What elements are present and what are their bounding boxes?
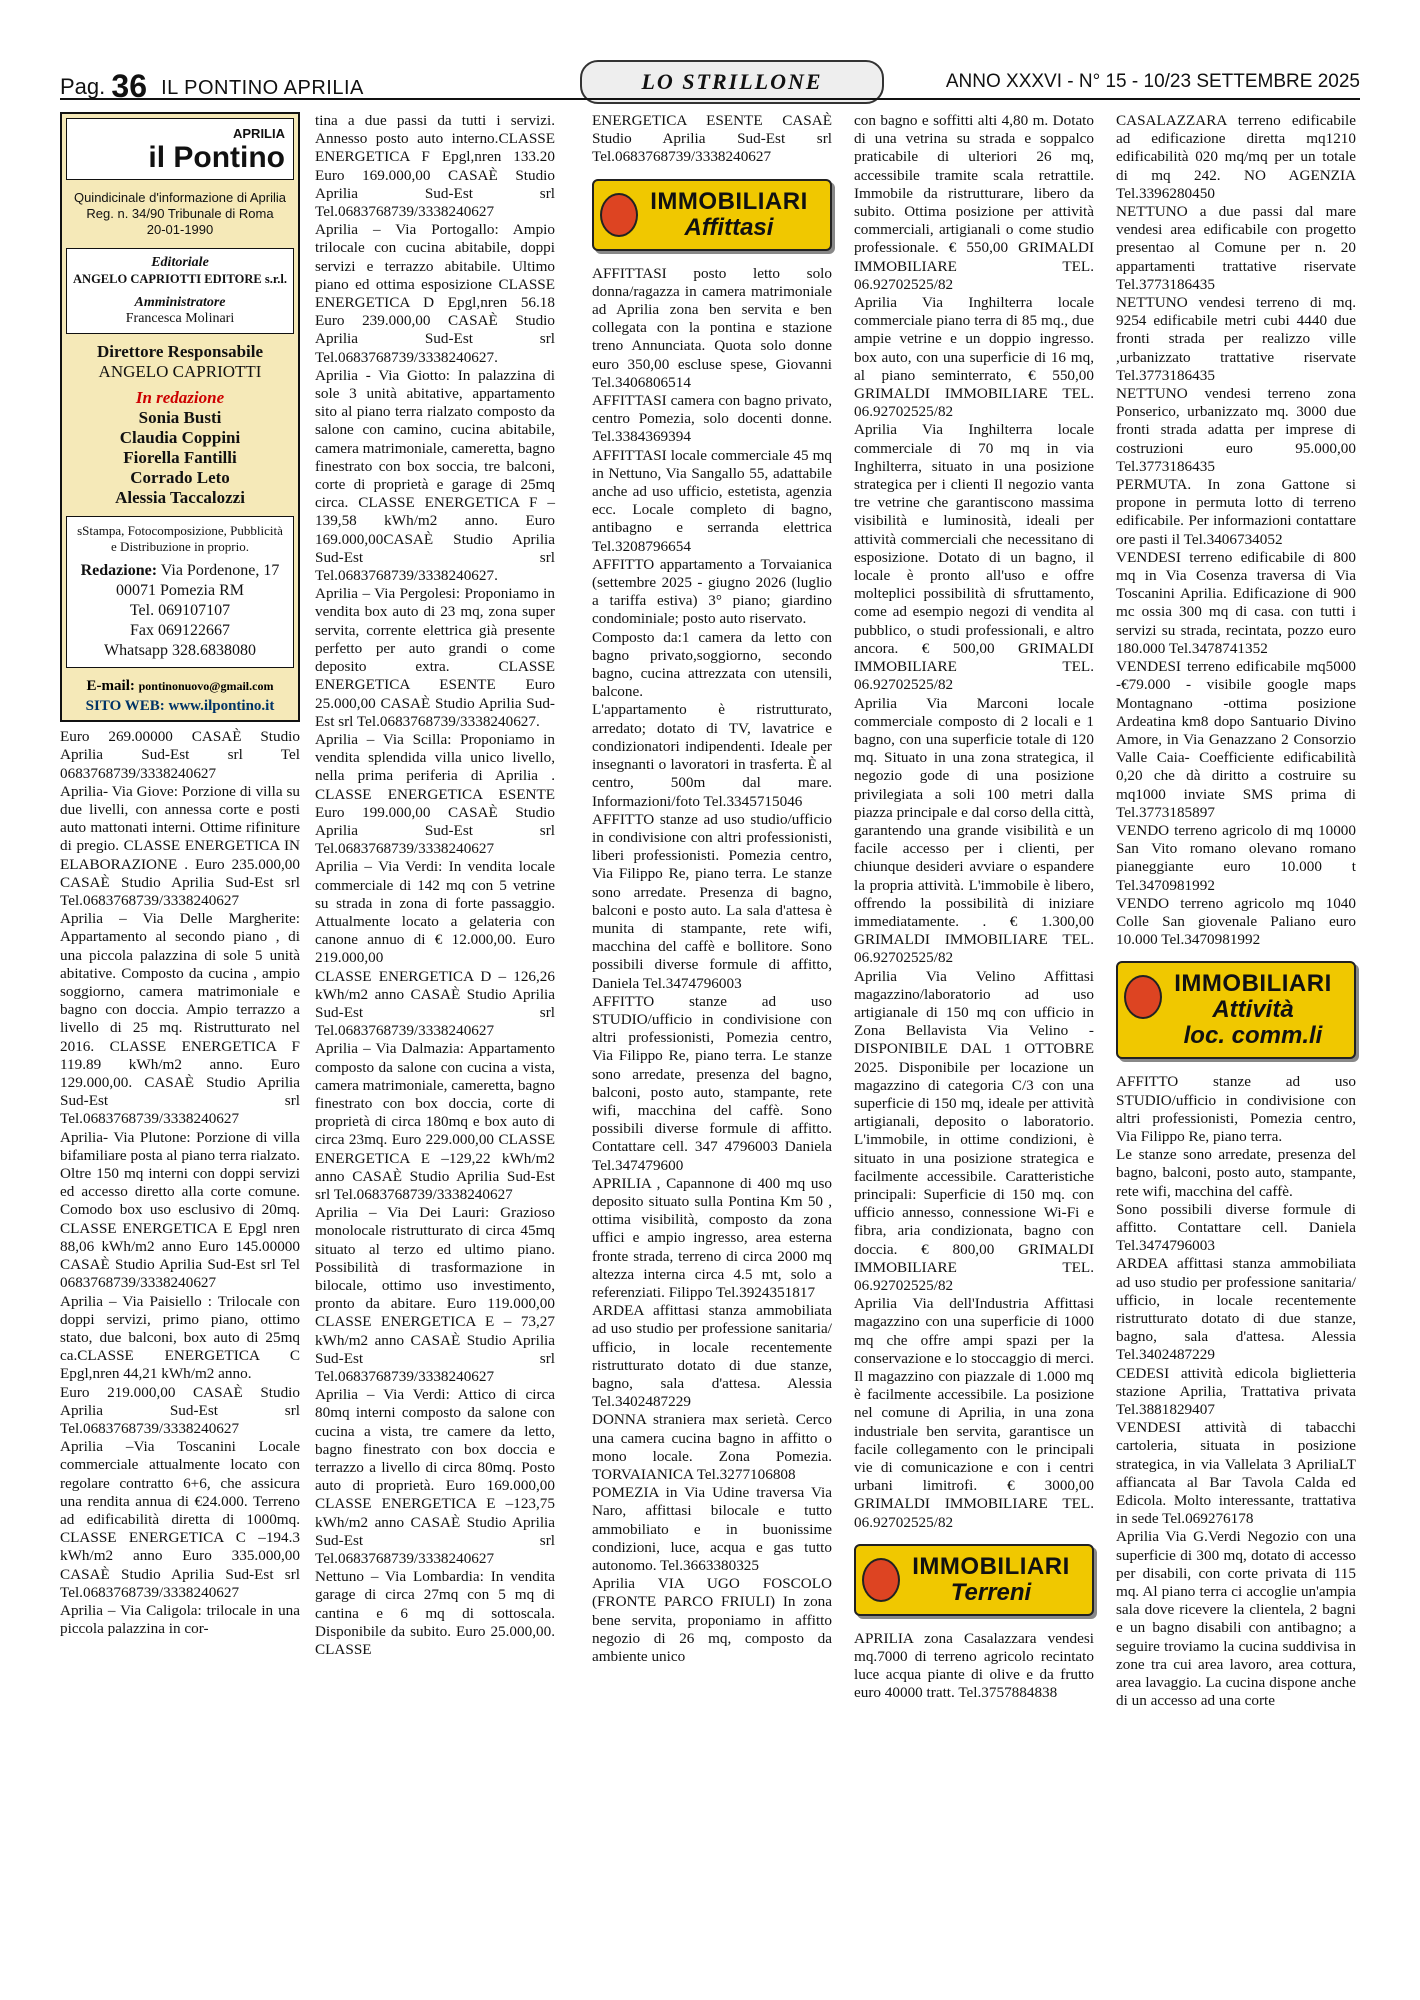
pag-label: Pag. [60,74,106,99]
classified-ad: NETTUNO vendesi terreno zona Ponserico, urbanizzato mq. 3000 due fronti strada adatta per imprese di costruzioni euro 95.000,00 Tel.3773186435 [1116,385,1356,475]
classified-ad: APRILIA , Capannone di 400 mq uso deposito situato sulla Pontina Km 50 , ottima visibilità, composto da zona uffici e ampio ingresso, area esterna fronte strada, terreno di circa 2000 mq altezza interna circa 4.5 mt, solo a referenziati. Filippo Tel.3924351817 [592,1174,832,1301]
masthead [60,112,300,722]
classified-ad: Aprilia – Via Dei Lauri: Grazioso monolocale ristrutturato di circa 45mq situato al terzo ed ultimo piano. Possibilità di trasformazione in bilocale, ottimo uso investimento, pronto da abitare. Euro 119.000,00 CLASSE ENERGETICA E – 73,27 kWh/m2 anno CASAÈ Studio Aprilia Sud-Est srl Tel.0683768739/3338240627 [315,1204,555,1386]
classified-ad: Aprilia – Via Dalmazia: Appartamento composto da salone con cucina a vista, camera matrimoniale, cameretta, bagno finestrato con box doccia, corte di proprietà di circa 180mq e box auto di circa 23mq. Euro 229.000,00 CLASSE ENERGETICA E –129,22 kWh/m2 anno CASAÈ Studio Aprilia Sud-Est srl Tel.0683768739/3338240627 [315,1040,555,1203]
classified-ad: Aprilia Via G.Verdi Negozio con una superficie di 300 mq, dotato di accesso per disabili, con corte privata di 115 mq. Al piano terra ci accoglie un'ampia sala dove ricevere la clientela, 2 bagni e un bagno disabili con antibagno; a seguire troviamo la cucina suddivisa in zone tra cui area lavoro, area cottura, area lavaggio. La cucina dispone anche di un accesso ad una corte [1116,1528,1356,1710]
classified-ad: DONNA straniera max serietà. Cerco una camera cucina bagno in affitto o mono locale. Zona Pomezia. TORVAIANICA Tel.3277106808 [592,1411,832,1484]
banner-subtitle: Affittasi [684,213,774,241]
classified-ad: CLASSE ENERGETICA D – 126,26 kWh/m2 anno CASAÈ Studio Aprilia Sud-Est srl Tel.0683768739/3338240627 [315,967,555,1040]
redazione-addr-label: Redazione: [80,562,158,580]
classified-ad: NETTUNO vendesi terreno di mq. 9254 edificabile metri cubi 4440 due fronti strada per realizzo ville ,urbanizzato trattative riservate Tel.3773186435 [1116,294,1356,384]
classified-ad: Aprilia - Via Giotto: In palazzina di sole 3 unità abitative, appartamento sito al piano terra rialzato composto da salone con camino, cucina abitabile, camera matrimoniale, cameretta, bagno finestrato con box soccia, tre balconi, corte di proprietà e garage di 25mq circa. CLASSE ENERGETICA F – 139,58 kWh/m2 anno. Euro 169.000,00CASAÈ Studio Aprilia Sud-Est srl Tel.0683768739/3338240627. [315,366,555,585]
telephone: Tel. 069107107 [129,602,231,620]
strillone-icon [862,1558,900,1602]
classified-ad: CASALAZZARA terreno edificabile ad edificazione diretta mq1210 edificabilità 020 mq/mq per un totale di mq 242. NO AGENZIA Tel.3396280450 [1116,112,1356,202]
email-label: E-mail: [86,678,135,695]
classified-ad: AFFITTASI camera con bagno privato, centro Pomezia, solo docenti donne. Tel.3384369394 [592,392,832,446]
masthead-date: 20-01-1990 [146,222,214,238]
classified-ad: VENDO terreno agricolo mq 1040 Colle San giovenale Paliano euro 10.000 Tel.3470981992 [1116,894,1356,949]
classified-ad: ARDEA affittasi stanza ammobiliata ad uso studio per professione sanitaria/ ufficio, in locale recentemente ristrutturato dotato di due stanze, bagno, sala d'attesa. Alessia Tel.3402487229 [1116,1255,1356,1364]
stampa-note: sStampa, Fotocomposizione, Pubblicità e Distribuzione in proprio. [77,523,283,555]
classified-ad: PERMUTA. In zona Gattone si propone in permuta lotto di terreno edificabile. Per informazioni contattare ore pasti il Tel.3406734052 [1116,476,1356,548]
classified-ad: Aprilia – Via Delle Margherite: Appartamento al secondo piano , di una piccola palazzina di sole 5 unità abitative. Composto da cucina , ampio soggiorno, camera matrimoniale e bagno con doccia. Ampio terrazzo a livello di 25 mq. Ristrutturato nel 2016. CLASSE ENERGETICA F 119.89 kWh/m2 anno. Euro 129.000,00. CASAÈ Studio Aprilia Sud-Est srl Tel.0683768739/3338240627 [60,910,300,1128]
column-4 [854,112,1094,1703]
issue-info: ANNO XXXVI - N° 15 - 10/23 SETTEMBRE 2025 [945,71,1360,92]
classified-ad: NETTUNO a due passi dal mare vendesi area edificabile con progetto presentao al Comune per n. 20 appartamenti trattative riservate Tel.3773186435 [1116,203,1356,293]
banner-subtitle: Terreni [950,1578,1032,1606]
classified-ad: tina a due passi da tutti i servizi. Annesso posto auto interno.CLASSE ENERGETICA F Epgl,nren 133.20 Euro 169.000,00 CASAÈ Studio Aprilia Sud-Est srl Tel.0683768739/3338240627 [315,112,555,221]
column-3 [592,112,832,1666]
editor-box [66,248,294,334]
email-link[interactable]: pontinonuovo@gmail.com [138,679,274,694]
strillone-logo: LO STRILLONE [580,60,884,104]
masthead-title: il Pontino [148,141,285,175]
classified-ad: L'appartamento è ristrutturato, arredato; dotato di TV, lavatrice e condizionatori indipendenti. Ideale per insegnanti o lavoratori in trasferta. È al centro, 500m dal mare. Informazioni/foto Tel.3345715046 [592,701,832,810]
classified-ad: VENDO terreno agricolo di mq 10000 San Vito romano olevano romano pianeggiante euro 10.000 t Tel.3470981992 [1116,821,1356,894]
direttore-label: Direttore Responsabile [96,342,264,362]
classified-ad: CEDESI attività edicola biglietteria stazione Aprilia, Trattativa privata Tel.3881829407 [1116,1364,1356,1418]
masthead-subtitle: Quindicinale d'informazione di Aprilia [73,190,287,206]
classified-ad: AFFITTASI locale commerciale 45 mq in Nettuno, Via Sangallo 55, adattabile anche ad uso ufficio, estetista, agenzia ecc. Locale completo di bagno, antibagno e serranda elettrica Tel.3208796654 [592,446,832,555]
classified-ad: ARDEA affittasi stanza ammobiliata ad uso studio per professione sanitaria/ ufficio, in locale recentemente ristrutturato dotato di due stanze, bagno, sala d'attesa. Alessia Tel.3402487229 [592,1302,832,1411]
address: Via Pordenone, 17 [160,562,280,580]
classified-ad: Nettuno – Via Lombardia: In vendita garage di circa 27mq con 5 mq di cantina e 6 mq di sottoscala. Disponibile da subito. Euro 25.000,00. CLASSE [315,1568,555,1659]
banner-subtitle: Attività [1212,996,1294,1024]
classified-ad: POMEZIA in Via Udine traversa Via Naro, affittasi bilocale e tutto ammobiliato e in buonissime condizioni, luce, acqua e gas tutto autonomo. Tel.3663380325 [592,1484,832,1575]
classified-ad: Aprilia –Via Toscanini Locale commerciale attualmente locato con regolare contratto 6+6, che assicura una rendita annua di €24.000. Terreno ad edificabilità diretta di 1000mq. CLASSE ENERGETICA C –194.3 kWh/m2 anno Euro 335.000,00 CASAÈ Studio Aprilia Sud-Est srl Tel.0683768739/3338240627 [60,1438,300,1601]
classified-ad: Le stanze sono arredate, presenza del bagno, balconi, posto auto, stampante, rete wifi, macchina del caffè. [1116,1146,1356,1200]
publication-name: IL PONTINO APRILIA [161,77,364,99]
classified-ad: VENDESI attività di tabacchi cartoleria, situata in posizione strategica, in via Vallelata 3 ApriliaLT affiancata al Bar Tavola Calda ed Edicola. Molto interessante, trattativa in sede Tel.069276178 [1116,1419,1356,1528]
classified-ad: Aprilia Via Marconi locale commerciale composto di 2 locali e 1 bagno, con una superficie totale di 120 mq. Situato in una zona strategica, il negozio gode di una posizione privilegiata a soli 100 metri dalla piazza principale e dal corso della città, garantendo una grande visibilità e un facile accesso per i clienti, per chiunque desideri avviare o espandere la propria attività. L'immobile è libero, offrendo la possibilità di iniziare immediatamente. . € 1.300,00 GRIMALDI IMMOBILIARE TEL. 06.92702525/82 [854,694,1094,967]
masthead-info [62,184,298,244]
redattore: Claudia Coppini [119,428,241,448]
direttore: ANGELO CAPRIOTTI [98,362,262,382]
classified-ad: Composto da:1 camera da letto con bagno privato,soggiorno, secondo bagno, cucina attrezzata con utensili, balcone. [592,628,832,701]
redattore: Corrado Leto [130,468,230,488]
classified-ad: Aprilia Via Velino Affittasi magazzino/laboratorio ad uso artigianale di 150 mq con ufficio in Zona Bellavista Via Velino - DISPONIBILE DAL 1 OTTOBRE 2025. Disponibile per locazione un magazzino di categoria C/3 con una superficie di 150 mq, ideale per attività artigianali, deposito o laboratorio. L'immobile, in ottime condizioni, è situato in una posizione strategica e facilmente accessibile. Caratteristiche principali: Superficie di 150 mq. con ufficio annesso, connessione Wi-Fi e fibra, aria condizionata, bagno con doccia. € 800,00 GRIMALDI IMMOBILIARE TEL. 06.92702525/82 [854,967,1094,1294]
classified-ad: Aprilia- Via Giove: Porzione di villa su due livelli, con annessa corte e posti auto mattonati interni. Ottime rifiniture di pregio. CLASSE ENERGETICA IN ELABORAZIONE . Euro 235.000,00 CASAÈ Studio Aprilia Sud-Est srl Tel.0683768739/3338240627 [60,782,300,910]
column-1 [60,112,300,1638]
web-label: SITO WEB: [85,698,165,715]
classified-ad: AFFITTO appartamento a Torvaianica (settembre 2025 - giugno 2026 (luglio a tariffa estiva) 3° piano; giardino condominiale; posto auto riservato. [592,555,832,628]
redattore: Fiorella Fantilli [123,448,237,468]
whatsapp: Whatsapp 328.6838080 [104,642,256,660]
classified-ad: Aprilia Via dell'Industria Affittasi magazzino con una superficie di 1000 mq che offre ampi spazi per la conservazione e lo stoccaggio di merci. Il magazzino con piazzale di 1.000 mq è facilmente accessibile. La posizione nel comune di Aprilia, in una zona industriale ben servita, garantisce un facile collegamento con le principali vie di comunicazione e con i centri urbani limitrofi. € 3000,00 GRIMALDI IMMOBILIARE TEL. 06.92702525/82 [854,1295,1094,1531]
classified-ad: Aprilia – Via Verdi: Attico di circa 80mq interni composto da salone con cucina a vista, tre camere da letto, bagno finestrato con box doccia e terrazzo a livello di circa 80mq. Posto auto di proprietà. Euro 169.000,00 CLASSE ENERGETICA E –123,75 kWh/m2 anno CASAÈ Studio Aprilia Sud-Est srl Tel.0683768739/3338240627 [315,1386,555,1568]
classified-ad: Aprilia – Via Portogallo: Ampio trilocale con cucina abitabile, doppi servizi e terrazzo abitabile. Ultimo piano ed ottima esposizione CLASSE ENERGETICA D Epgl,nren 56.18 Euro 239.000,00 CASAÈ Studio Aprilia Sud-Est srl Tel.0683768739/3338240627. [315,221,555,366]
city-address: 00071 Pomezia RM [116,582,244,600]
direttore-block [62,338,298,512]
classified-ad: ENERGETICA ESENTE CASAÈ Studio Aprilia Sud-Est srl Tel.0683768739/3338240627 [592,112,832,166]
column-5 [1116,112,1356,1710]
classified-ad: AFFITTO stanze ad uso STUDIO/ufficio in condivisione con altri professionisti, Pomezia centro, Via Filippo Re, piano terra. Le stanze sono arredate, presenza del bagno, balconi, posto auto, stampante, rete wifi, macchina del caffè. Sono possibili diverse formule di affitto. Contattare cell. 347 4796003 Daniela Tel.347479600 [592,992,832,1174]
classified-ad: VENDESI terreno edificabile di 800 mq in Via Cosenza traversa di Via Toscanini Aprilia. Edificazione di 900 mc ossia 300 mq di casa. con tutti i servizi su strada, recintata, pozzo euro 180.000 Tel.3478741352 [1116,548,1356,657]
website-link[interactable]: www.ilpontino.it [168,698,275,715]
classified-ad: con bagno e soffitti alti 4,80 m. Dotato di una vetrina su strada e soppalco praticabile di ulteriori 26 mq, accessibile tramite scala retrattile. Immobile da ristrutturare, libero da subito. Ottima posizione per attività commerciali, artigianali o come studio professionale. € 550,00 GRIMALDI IMMOBILIARE TEL. 06.92702525/82 [854,112,1094,293]
classified-ad: Aprilia Via Inghilterra locale commerciale di 70 mq in via Inghilterra, situato in una posizione strategica per i clienti Il negozio vanta tre vetrine che garantiscono massima visibilità e luminosità, ideali per attività commerciali che necessitano di esposizione. Dotato di un bagno, il locale è pronto all'uso e offre molteplici possibilità di sfruttamento, come ad esempio negozi di vendita al pubblico, o studi professionali, e altro ancora. € 500,00 GRIMALDI IMMOBILIARE TEL. 06.92702525/82 [854,421,1094,694]
banner-subtitle: loc. comm.li [1183,1022,1323,1050]
masthead-reg: Reg. n. 34/90 Tribunale di Roma [86,206,274,222]
editoriale-label: Editoriale [151,255,209,271]
banner-attivita [1116,961,1356,1059]
address-box [66,516,294,668]
strillone-icon [600,193,638,237]
masthead-city: APRILIA [233,126,285,141]
fax: Fax 069122667 [130,622,230,640]
column-2 [315,112,555,1659]
masthead-logo [66,118,294,180]
classified-ad: Aprilia VIA UGO FOSCOLO (FRONTE PARCO FRIULI) In zona bene servita, proponiamo in affitto negozio di 26 mq, composto da ambiente unico [592,1575,832,1666]
banner-affittasi [592,179,832,251]
classified-ad: APRILIA zona Casalazzara vendesi mq.7000 di terreno agricolo recintato luce acqua piante di olive e da frutto euro 40000 tratt. Tel.3757884838 [854,1629,1094,1702]
redattore: Sonia Busti [138,408,222,428]
classified-ad: Euro 269.00000 CASAÈ Studio Aprilia Sud-Est srl Tel 0683768739/3338240627 [60,728,300,782]
classified-ad: AFFITTO stanze ad uso STUDIO/ufficio in condivisione con altri professionisti, Pomezia centro, Via Filippo Re, piano terra. [1116,1073,1356,1145]
classified-ad: Aprilia Via Inghilterra locale commerciale piano terra di 85 mq., due ampie vetrine e un doppio ingresso. box auto, con una superficie di 16 mq, al piano seminterrato, € 550,00 GRIMALDI IMMOBILIARE TEL. 06.92702525/82 [854,294,1094,421]
contact-links [62,672,298,720]
banner-terreni [854,1544,1094,1616]
page-number: 36 [111,68,147,104]
banner-title: IMMOBILIARI [912,1552,1070,1580]
editore: ANGELO CAPRIOTTI EDITORE s.r.l. [73,272,287,287]
classified-ad: Aprilia – Via Scilla: Proponiamo in vendita splendida villa unico livello, nella prima periferia di Aprilia . CLASSE ENERGETICA ESENTE Euro 199.000,00 CASAÈ Studio Aprilia Sud-Est srl Tel.0683768739/3338240627 [315,730,555,858]
classified-ad: Aprilia – Via Paisiello : Trilocale con doppi servizi, primo piano, ottimo stato, due balconi, box auto di 25mq ca.CLASSE ENERGETICA C Epgl,nren 44,21 kWh/m2 anno. [60,1292,300,1383]
classified-ad: VENDESI terreno edificabile mq5000 -€79.000 - visibile google maps Montagnano -ottima posizione Ardeatina km8 dopo Santuario Divino Amore, in Via Genazzano 2 Consorzio Valle Caia- Coefficiente edificabilità 0,20 che dà diritto a costruire su mq1000 inviate SMS prima di Tel.3773185897 [1116,658,1356,821]
classified-ad: Sono possibili diverse formule di affitto. Contattare cell. Daniela Tel.3474796003 [1116,1200,1356,1255]
classified-ad: Aprilia – Via Verdi: In vendita locale commerciale di 142 mq con 5 vetrine su strada in zona di forte passaggio. Attualmente locato a gelateria con canone annuo di € 12.000,00. Euro 219.000,00 [315,858,555,967]
redazione-label: In redazione [135,388,225,408]
banner-title: IMMOBILIARI [1174,970,1332,998]
classified-ad: Aprilia – Via Pergolesi: Proponiamo in vendita box auto di 23 mq, zona super servita, corrente elettrica già presente perfetto per auto grandi o come deposito extra. CLASSE ENERGETICA ESENTE Euro 25.000,00 CASAÈ Studio Aprilia Sud-Est srl Tel.0683768739/3338240627. [315,585,555,730]
redattore: Alessia Taccalozzi [115,488,245,508]
classified-ad: Aprilia- Via Plutone: Porzione di villa bifamiliare posta al piano terra rialzato. Oltre 150 mq interni con doppi servizi ed accesso diretto alla corte comune. Comodo box uso esclusivo di 20mq. CLASSE ENERGETICA E Epgl nren 88,06 kWh/m2 anno Euro 145.00000 CASAÈ Studio Aprilia Sud-Est srl Tel 0683768739/3338240627 [60,1128,300,1292]
classified-ad: AFFITTO stanze ad uso studio/ufficio in condivisione con altri professionisti, liberi professionisti. Pomezia centro, Via Filippo Re, piano terra. Le stanze sono arredate. Presenza di bagno, balconi e posto auto. La sala d'attesa è munita di stampante, rete wifi, macchina del caffè e bollitore. Sono possibili diverse formule di affitto, Daniela Tel.3474796003 [592,810,832,992]
header-rule [60,98,1360,100]
classified-ad: Euro 219.000,00 CASAÈ Studio Aprilia Sud-Est srl Tel.0683768739/3338240627 [60,1383,300,1437]
amministratore: Francesca Molinari [125,311,235,327]
classified-ad: Aprilia – Via Caligola: trilocale in una piccola palazzina in cor- [60,1601,300,1638]
page-header [60,68,1360,104]
amministratore-label: Amministratore [134,295,226,311]
banner-title: IMMOBILIARI [650,187,808,215]
classified-ad: AFFITTASI posto letto solo donna/ragazza in camera matrimoniale ad Aprilia zona ben servita e ben collegata con la pontina e stazione treno Annunciata. Quota solo donne euro 350,00 escluse spese, Giovanni Tel.3406806514 [592,264,832,391]
